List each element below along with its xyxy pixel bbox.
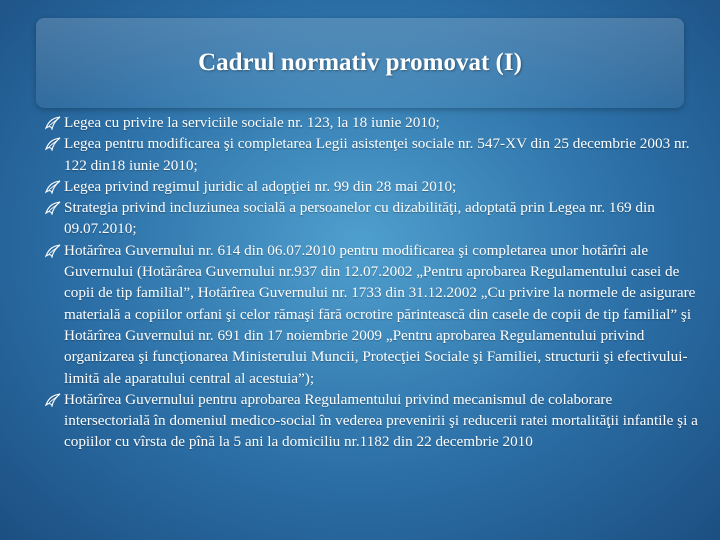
wing-bullet-icon xyxy=(45,393,61,407)
list-item-text: Legea privind regimul juridic al adopţiei nr. 99 din 28 mai 2010; xyxy=(64,177,457,195)
list-item xyxy=(44,176,698,197)
list-item-text: Hotărîrea Guvernului pentru aprobarea Regulamentului privind mecanismul de colaborare intersectorială în domeniul medico-social în vederea prevenirii şi reducerii ratei mortalităţii infantile şi a copiilor cu vîrsta de pînă la 5 ani la domiciliu nr.1182 din 22 decembrie 2010 xyxy=(64,390,698,451)
wing-bullet-icon xyxy=(45,201,61,215)
list-item xyxy=(44,389,698,453)
wing-bullet-icon xyxy=(45,116,61,130)
wing-bullet-icon xyxy=(45,244,61,258)
wing-bullet-icon xyxy=(45,137,61,151)
list-item-text: Legea cu privire la serviciile sociale nr. 123, la 18 iunie 2010; xyxy=(64,114,440,131)
wing-bullet-icon xyxy=(45,180,61,194)
slide-title: Cadrul normativ promovat (I) xyxy=(198,49,522,76)
title-box xyxy=(36,18,684,108)
bullet-list xyxy=(44,112,698,453)
list-item xyxy=(44,112,698,133)
slide-content xyxy=(44,112,698,453)
list-item-text: Strategia privind incluziunea socială a persoanelor cu dizabilităţi, adoptată prin Legea nr. 169 din 09.07.2010; xyxy=(64,199,655,238)
list-item xyxy=(44,133,698,176)
list-item xyxy=(44,197,698,240)
list-item-text: Hotărîrea Guvernului nr. 614 din 06.07.2010 pentru modificarea şi completarea unor hotărîri ale Guvernului (Hotărârea Guvernului nr.937 din 12.07.2002 „Pentru aprobarea Regulamentului casei de copii de tip familial”, Hotărîrea Guvernului nr. 1733 din 31.12.2002 „Cu privire la normele de asigurare materială a copiilor orfani şi celor rămaşi fără ocrotire părintească din casele de copii de tip familial” şi Hotărîrea Guvernului nr. 691 din 17 noiembrie 2009 „Pentru aprobarea Regulamentului privind organizarea şi funcţionarea Ministerului Muncii, Protecţiei Sociale şi Familiei, structurii şi efectivului-limită ale aparatului central al acestuia”); xyxy=(64,241,696,387)
list-item xyxy=(44,240,698,389)
list-item-text: Legea pentru modificarea şi completarea Legii asistenţei sociale nr. 547-XV din 25 decembrie 2003 nr. 122 din18 iunie 2010; xyxy=(64,135,690,174)
